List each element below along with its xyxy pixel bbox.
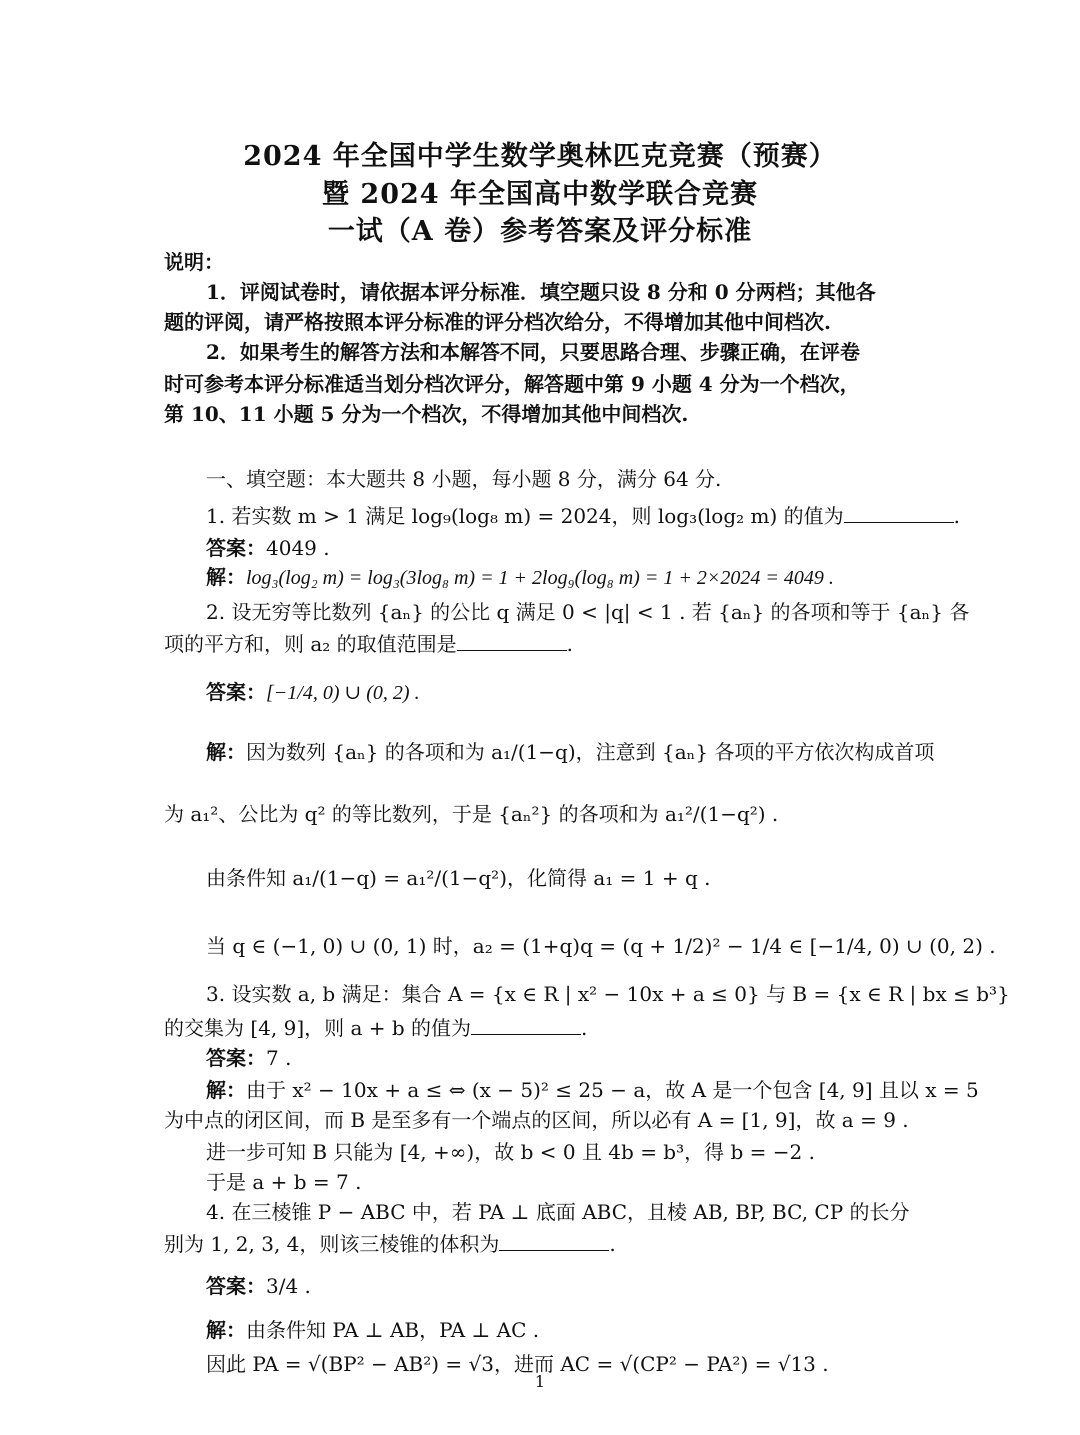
problem-4-solution-line-2: 因此 PA = √(BP² − AB²) = √3，进而 AC = √(CP² − PA²) = √13 . xyxy=(206,1352,829,1376)
notes-heading: 说明： xyxy=(164,250,224,274)
answer-label: 答案： xyxy=(206,1274,266,1298)
solution-label: 解： xyxy=(206,740,246,764)
title-line-2: 暨 2024 年全国高中数学联合竞赛 xyxy=(322,179,758,210)
problem-3-solution-line-1 xyxy=(206,1074,979,1103)
problem-2-text: 项的平方和，则 a₂ 的取值范围是 xyxy=(164,632,457,656)
problem-2-solution-line-1 xyxy=(206,736,966,765)
problem-3-question-line-1: 3. 设实数 a, b 满足：集合 A = {x ∈ R | x² − 10x + a ≤ 0} 与 B = {x ∈ R | bx ≤ b³} xyxy=(206,982,1010,1006)
answer-blank xyxy=(844,504,954,523)
title-line-3: 一试（A 卷）参考答案及评分标准 xyxy=(327,216,753,247)
problem-2-question-line-2: 项的平方和，则 a₂ 的取值范围是 . xyxy=(164,632,574,656)
answer-blank xyxy=(499,1232,609,1251)
problem-2-solution-line-4: 当 q ∈ (−1, 0) ∪ (0, 1) 时，a₂ = (1+q)q = (q + 1/2)² − 1/4 ∈ [−1/4, 0) ∪ (0, 2) . xyxy=(206,934,996,958)
problem-4-question-line-2: 别为 1, 2, 3, 4，则该三棱锥的体积为 . xyxy=(164,1232,616,1256)
page-number: 1 xyxy=(534,1372,546,1391)
problem-3-answer xyxy=(206,1042,966,1071)
solution-text: 由条件知 PA ⊥ AB，PA ⊥ AC . xyxy=(246,1318,540,1342)
problem-2-solution-line-2: 为 a₁²、公比为 q² 的等比数列，于是 {aₙ²} 的各项和为 a₁²/(1−q²) . xyxy=(164,802,779,826)
solution-label: 解： xyxy=(206,1318,246,1342)
note-2-line-3: 第 10、11 小题 5 分为一个档次，不得增加其他中间档次. xyxy=(164,402,689,426)
solution-label: 解： xyxy=(206,565,246,589)
answer-value: 4049 . xyxy=(266,536,330,560)
problem-1-solution xyxy=(206,561,966,590)
problem-4-answer xyxy=(206,1270,966,1299)
answer-value: 3/4 . xyxy=(266,1274,311,1298)
problem-1-text: 1. 若实数 m > 1 满足 log₉(log₈ m) = 2024，则 log₃(log₂ m) 的值为 xyxy=(206,504,844,528)
problem-4-question-line-1: 4. 在三棱锥 P − ABC 中，若 PA ⊥ 底面 ABC，且棱 AB, BP, BC, CP 的长分 xyxy=(206,1200,910,1224)
answer-value: 7 . xyxy=(266,1046,292,1070)
problem-3-text: 的交集为 [4, 9]，则 a + b 的值为 xyxy=(164,1016,472,1040)
answer-blank xyxy=(457,632,567,651)
problem-1-answer xyxy=(206,532,966,561)
answer-value: [−1/4, 0) ∪ (0, 2) . xyxy=(266,682,420,704)
title-line-1: 2024 年全国中学生数学奥林匹克竞赛（预赛） xyxy=(243,141,837,172)
problem-3-solution-line-2: 为中点的闭区间，而 B 是至多有一个端点的区间，所以必有 A = [1, 9]，故 a = 9 . xyxy=(164,1108,909,1132)
answer-label: 答案： xyxy=(206,1046,266,1070)
problem-3-question-line-2: 的交集为 [4, 9]，则 a + b 的值为 . xyxy=(164,1016,588,1040)
problem-4-solution-line-1 xyxy=(206,1314,966,1343)
problem-2-question-line-1: 2. 设无穷等比数列 {aₙ} 的公比 q 满足 0 < |q| < 1 . 若 {aₙ} 的各项和等于 {aₙ} 各 xyxy=(206,600,970,624)
answer-blank xyxy=(471,1016,581,1035)
problem-2-answer xyxy=(206,676,966,705)
solution-text: log₃(log₂ m) = log₃(3log₈ m) = 1 + 2log₉(log₈ m) = 1 + 2×2024 = 4049 . xyxy=(246,567,834,589)
note-2-line-2: 时可参考本评分标准适当划分档次评分，解答题中第 9 小题 4 分为一个档次， xyxy=(164,372,860,396)
answer-label: 答案： xyxy=(206,680,266,704)
solution-text: 因为数列 {aₙ} 的各项和为 a₁/(1−q)，注意到 {aₙ} 各项的平方依次构成首项 xyxy=(246,740,935,764)
problem-2-solution-line-3: 由条件知 a₁/(1−q) = a₁²/(1−q²)，化简得 a₁ = 1 + q . xyxy=(206,866,711,890)
problem-3-solution-line-3: 进一步可知 B 只能为 [4, +∞)，故 b < 0 且 4b = b³，得 b = −2 . xyxy=(206,1140,815,1164)
section-heading: 一、填空题：本大题共 8 小题，每小题 8 分，满分 64 分. xyxy=(206,467,722,491)
note-1-line-1: 1．评阅试卷时，请依据本评分标准．填空题只设 8 分和 0 分两档；其他各 xyxy=(206,280,876,304)
note-2-line-1: 2．如果考生的解答方法和本解答不同，只要思路合理、步骤正确，在评卷 xyxy=(206,340,860,364)
problem-1-question: 1. 若实数 m > 1 满足 log₉(log₈ m) = 2024，则 log₃(log₂ m) 的值为 . xyxy=(206,504,961,528)
solution-text: 由于 x² − 10x + a ≤ ⇔ (x − 5)² ≤ 25 − a，故 A 是一个包含 [4, 9] 且以 x = 5 xyxy=(246,1078,979,1102)
note-1-line-2: 题的评阅，请严格按照本评分标准的评分档次给分，不得增加其他中间档次. xyxy=(164,310,831,334)
problem-4-text: 别为 1, 2, 3, 4，则该三棱锥的体积为 xyxy=(164,1232,500,1256)
answer-label: 答案： xyxy=(206,536,266,560)
problem-3-solution-line-4: 于是 a + b = 7 . xyxy=(206,1170,362,1194)
solution-label: 解： xyxy=(206,1078,246,1102)
